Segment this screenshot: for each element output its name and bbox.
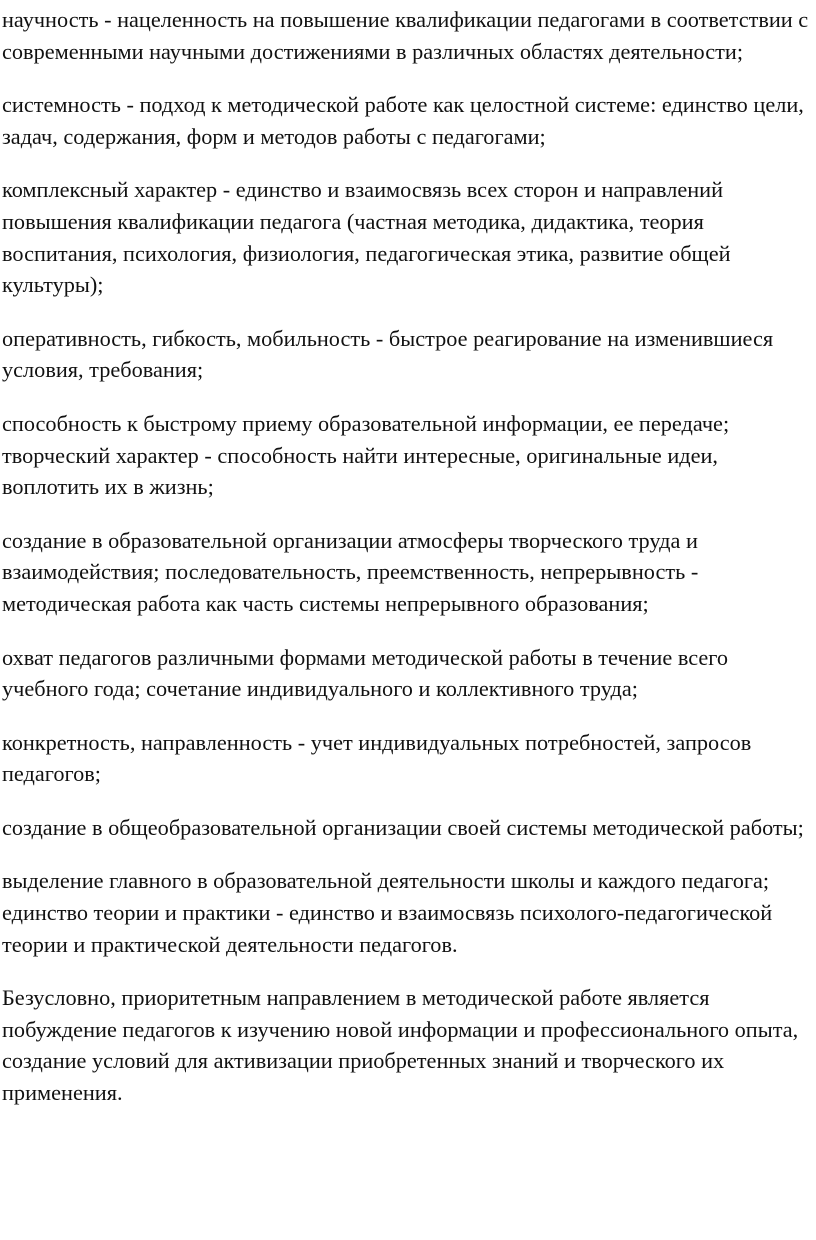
paragraph-atmosphere: создание в образовательной организации атмосферы творческого труда и взаимодействия; последовательность, преемственность, непрерывность - методическая работа как часть системы непрерывного образования; — [2, 527, 699, 616]
paragraph-operative: оперативность, гибкость, мобильность - быстрое реагирование на изменившиеся условия, требования; — [2, 325, 774, 383]
paragraph-systemic: системность - подход к методической работе как целостной системе: единство цели, задач, содержания, форм и методов работы с педагогами; — [2, 92, 804, 149]
paragraph-ability: способность к быстрому приему образовательной информации, ее передаче; творческий характер - способность найти интересные, оригинальные идеи, воплотить их в жизнь; — [2, 410, 730, 500]
paragraph-concreteness: конкретность, направленность - учет индивидуальных потребностей, запросов педагогов; — [2, 729, 752, 787]
paragraph-main-focus: выделение главного в образовательной деятельности школы и каждого педагога; единство теории и практики - единство и взаимосвязь психолого-педагогической теории и практической деятельности педагогов. — [2, 868, 773, 957]
paragraph-scientific: научность - нацеленность на повышение квалификации педагогами в соответствии с современными научными достижениями в различных областях деятельности; — [2, 7, 809, 64]
paragraph-system-creation: создание в общеобразовательной организации своей системы методической работы; — [2, 814, 804, 840]
paragraph-conclusion: Безусловно, приоритетным направлением в методической работе является побуждение педагогов к изучению новой информации и профессионального опыта, создание условий для активизации приобретенных знаний и творческого их применения. — [2, 985, 799, 1106]
paragraph-complex: комплексный характер - единство и взаимосвязь всех сторон и направлений повышения квалификации педагога (частная методика, дидактика, теория воспитания, психология, физиология, педагогическая этика, развитие общей культуры); — [2, 177, 731, 298]
paragraph-coverage: охват педагогов различными формами методической работы в течение всего учебного года; сочетание индивидуального и коллективного труда; — [2, 644, 729, 702]
